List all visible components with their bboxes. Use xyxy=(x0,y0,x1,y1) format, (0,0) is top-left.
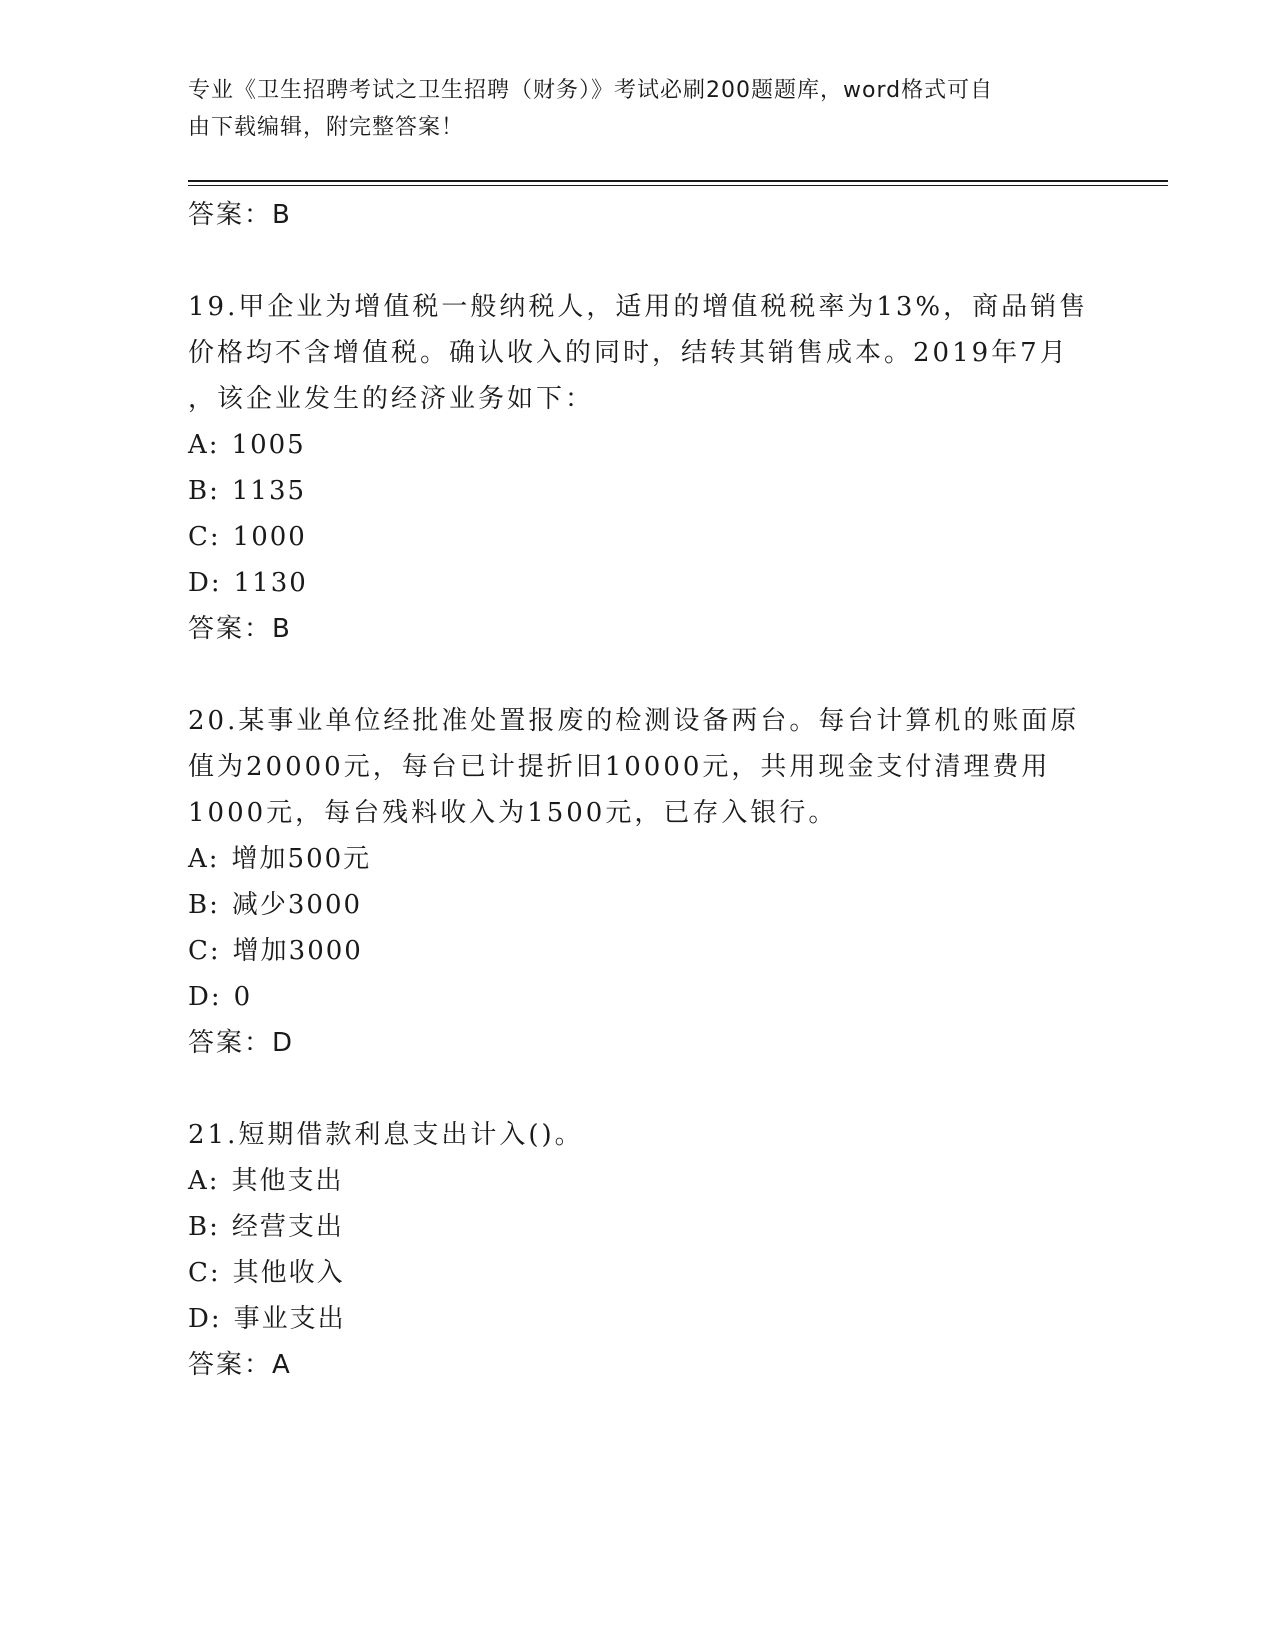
spacer xyxy=(188,1066,1108,1112)
answer-line: 答案：A xyxy=(188,1350,292,1380)
previous-answer: 答案：B xyxy=(188,200,292,230)
question-text-line: 19.甲企业为增值税一般纳税人，适用的增值税税率为13%，商品销售 xyxy=(188,292,1089,322)
option-letter: B: xyxy=(188,476,220,506)
option-d xyxy=(188,974,1108,1020)
option-b xyxy=(188,468,1108,514)
document-header xyxy=(188,72,1088,146)
option-letter: A: xyxy=(188,844,220,874)
option-value: 1135 xyxy=(231,476,307,506)
option-value: 其他收入 xyxy=(232,1258,345,1288)
option-value: 事业支出 xyxy=(233,1304,346,1334)
option-value: 1000 xyxy=(232,522,307,552)
option-value: 1005 xyxy=(231,430,306,460)
question-19 xyxy=(188,284,1108,652)
answer-line: 答案：D xyxy=(188,1028,295,1058)
answer-line: 答案：B xyxy=(188,614,292,644)
header-divider-thick xyxy=(188,180,1168,182)
option-value: 增加500元 xyxy=(231,844,372,874)
question-21 xyxy=(188,1112,1108,1388)
option-c xyxy=(188,514,1108,560)
header-line-1: 专业《卫生招聘考试之卫生招聘（财务）》考试必刷200题题库，word格式可自 xyxy=(188,78,994,103)
option-c xyxy=(188,1250,1108,1296)
question-text-line: 值为20000元，每台已计提折旧10000元，共用现金支付清理费用 xyxy=(188,752,1051,782)
option-d xyxy=(188,560,1108,606)
question-text-line: 1000元，每台残料收入为1500元，已存入银行。 xyxy=(188,798,838,828)
option-a xyxy=(188,836,1108,882)
option-a xyxy=(188,422,1108,468)
option-c xyxy=(188,928,1108,974)
option-letter: D: xyxy=(188,568,222,598)
option-value: 1130 xyxy=(233,568,308,598)
option-letter: C: xyxy=(188,936,221,966)
option-value: 增加3000 xyxy=(232,936,363,966)
spacer xyxy=(188,652,1108,698)
option-letter: C: xyxy=(188,1258,221,1288)
question-text-line: 20.某事业单位经批准处置报废的检测设备两台。每台计算机的账面原 xyxy=(188,706,1080,736)
header-line-2: 由下载编辑，附完整答案！ xyxy=(188,115,465,140)
option-letter: B: xyxy=(188,1212,220,1242)
option-letter: D: xyxy=(188,1304,222,1334)
question-list xyxy=(188,192,1108,1388)
option-d xyxy=(188,1296,1108,1342)
option-a xyxy=(188,1158,1108,1204)
option-value: 经营支出 xyxy=(231,1212,344,1242)
option-letter: A: xyxy=(188,430,220,460)
question-text-line: 价格均不含增值税。确认收入的同时，结转其销售成本。2019年7月 xyxy=(188,338,1069,368)
spacer xyxy=(188,238,1108,284)
option-value: 其他支出 xyxy=(231,1166,344,1196)
option-b xyxy=(188,1204,1108,1250)
option-letter: B: xyxy=(188,890,220,920)
option-value: 0 xyxy=(233,982,253,1012)
option-letter: D: xyxy=(188,982,222,1012)
option-value: 减少3000 xyxy=(231,890,363,920)
option-b xyxy=(188,882,1108,928)
option-letter: A: xyxy=(188,1166,220,1196)
header-divider-thin xyxy=(188,185,1168,186)
question-text-line: ，该企业发生的经济业务如下： xyxy=(188,384,595,414)
question-20 xyxy=(188,698,1108,1066)
question-text-line: 21.短期借款利息支出计入()。 xyxy=(188,1120,584,1150)
option-letter: C: xyxy=(188,522,221,552)
